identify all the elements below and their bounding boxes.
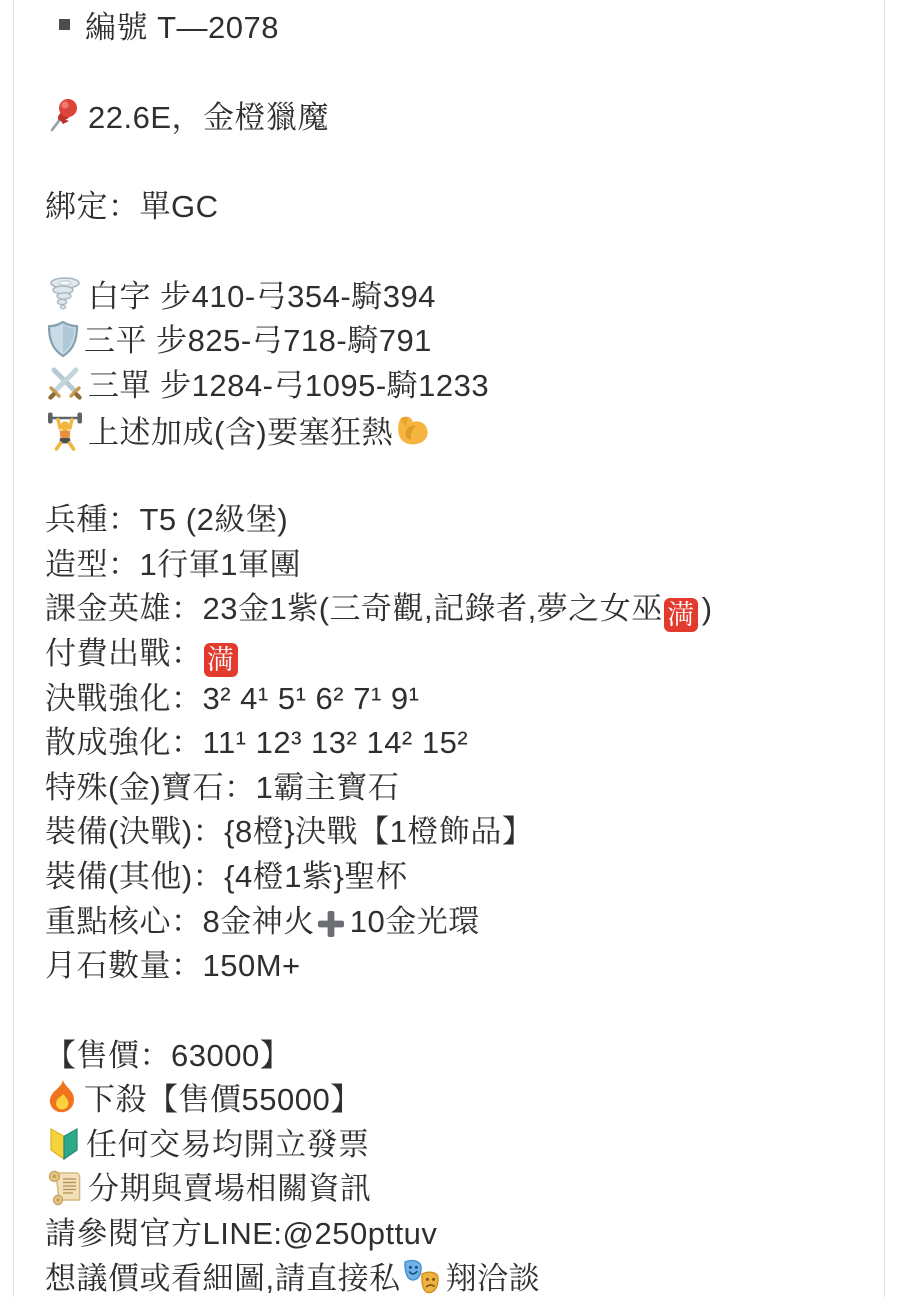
stat-three-flat bbox=[45, 319, 882, 364]
paid-heroes-text: 課金英雄：23金1紫(三奇觀,記錄者,夢之女巫 bbox=[45, 591, 663, 627]
full-badge: 満 bbox=[204, 643, 238, 677]
gear-other-text: 裝備(其他)：{4橙1紫}聖杯 bbox=[45, 858, 408, 894]
skin bbox=[45, 543, 882, 588]
troop-type bbox=[45, 498, 882, 543]
price-text: 【售價：63000】 bbox=[45, 1037, 292, 1073]
key-core-text: 重點核心：8金神火 bbox=[45, 903, 315, 939]
gear-duel bbox=[45, 810, 882, 855]
line-contact-text: 請參閱官方LINE:@250pttuv bbox=[45, 1216, 438, 1252]
pushpin-icon bbox=[45, 96, 85, 141]
installment-info bbox=[45, 1167, 882, 1212]
fire-icon bbox=[45, 1078, 81, 1123]
biceps-icon bbox=[393, 411, 433, 456]
crossed-swords-icon bbox=[45, 364, 85, 409]
paid-deploy bbox=[45, 632, 882, 677]
weightlifter-icon bbox=[45, 409, 85, 456]
paid-heroes-text: ) bbox=[701, 591, 713, 627]
headline-text: 22.6E，金橙獵魔 bbox=[88, 99, 330, 135]
invoice-text: 任何交易均開立發票 bbox=[86, 1126, 370, 1162]
right-border-line bbox=[884, 0, 885, 1297]
negotiation bbox=[45, 1257, 882, 1297]
paid-heroes bbox=[45, 587, 882, 632]
installment-info-text: 分期與賣場相關資訊 bbox=[88, 1171, 372, 1207]
invoice bbox=[45, 1123, 882, 1168]
troop-type-text: 兵種：T5 (2級堡) bbox=[45, 502, 289, 538]
duel-enhance-text: 決戰強化：3² 4¹ 5¹ 6² 7¹ 9¹ bbox=[45, 680, 420, 716]
beginner-mark-icon bbox=[45, 1123, 83, 1168]
special-gem bbox=[45, 766, 882, 811]
duel-enhance bbox=[45, 677, 882, 722]
key-core bbox=[45, 900, 882, 945]
item-number-text: 編號 T—2078 bbox=[85, 10, 280, 45]
negotiation-text: 翔洽談 bbox=[445, 1260, 541, 1296]
stat-bonus-note-text: 上述加成(含)要塞狂熱 bbox=[88, 414, 394, 450]
tornado-icon bbox=[45, 275, 85, 320]
special-gem-text: 特殊(金)寶石：1霸主寶石 bbox=[45, 769, 400, 805]
paid-deploy-text: 付費出戰： bbox=[45, 635, 203, 671]
stat-three-single-text: 三單 步1284-弓1095-騎1233 bbox=[88, 367, 490, 403]
moonstone-text: 月石數量：150M+ bbox=[45, 948, 301, 984]
moonstone bbox=[45, 944, 882, 989]
headline bbox=[45, 96, 882, 141]
stat-three-single bbox=[45, 364, 882, 409]
flash-sale-text: 下殺【售價55000】 bbox=[84, 1082, 362, 1118]
scroll-icon bbox=[45, 1167, 85, 1212]
line-contact bbox=[45, 1212, 882, 1257]
flash-sale bbox=[45, 1078, 882, 1123]
gear-duel-text: 裝備(決戰)：{8橙}決戰【1橙飾品】 bbox=[45, 814, 534, 850]
stat-base-white bbox=[45, 275, 882, 320]
price bbox=[45, 1034, 882, 1079]
left-border-line bbox=[13, 0, 14, 1297]
dispatch-enhance-text: 散成強化：11¹ 12³ 13² 14² 15² bbox=[45, 725, 469, 761]
stat-bonus-note bbox=[45, 409, 882, 454]
full-badge: 満 bbox=[664, 598, 698, 632]
negotiation-text: 想議價或看細圖,請直接私 bbox=[45, 1260, 401, 1296]
binding-text: 綁定：單GC bbox=[45, 189, 219, 225]
stat-base-white-text: 白字 步410-弓354-騎394 bbox=[88, 278, 436, 314]
gear-other bbox=[45, 855, 882, 900]
binding bbox=[45, 185, 882, 230]
plus-icon bbox=[315, 900, 347, 945]
shield-icon bbox=[45, 319, 81, 364]
dispatch-enhance bbox=[45, 721, 882, 766]
item-number bbox=[45, 6, 882, 51]
listing-text bbox=[45, 6, 882, 1297]
full-badge-icon bbox=[663, 587, 699, 632]
full-badge-icon bbox=[203, 632, 239, 677]
stat-three-flat-text: 三平 步825-弓718-騎791 bbox=[84, 323, 432, 359]
key-core-text: 10金光環 bbox=[349, 903, 480, 939]
skin-text: 造型：1行軍1軍團 bbox=[45, 546, 301, 582]
bullet-square-icon bbox=[59, 19, 70, 30]
masks-icon bbox=[401, 1257, 443, 1297]
